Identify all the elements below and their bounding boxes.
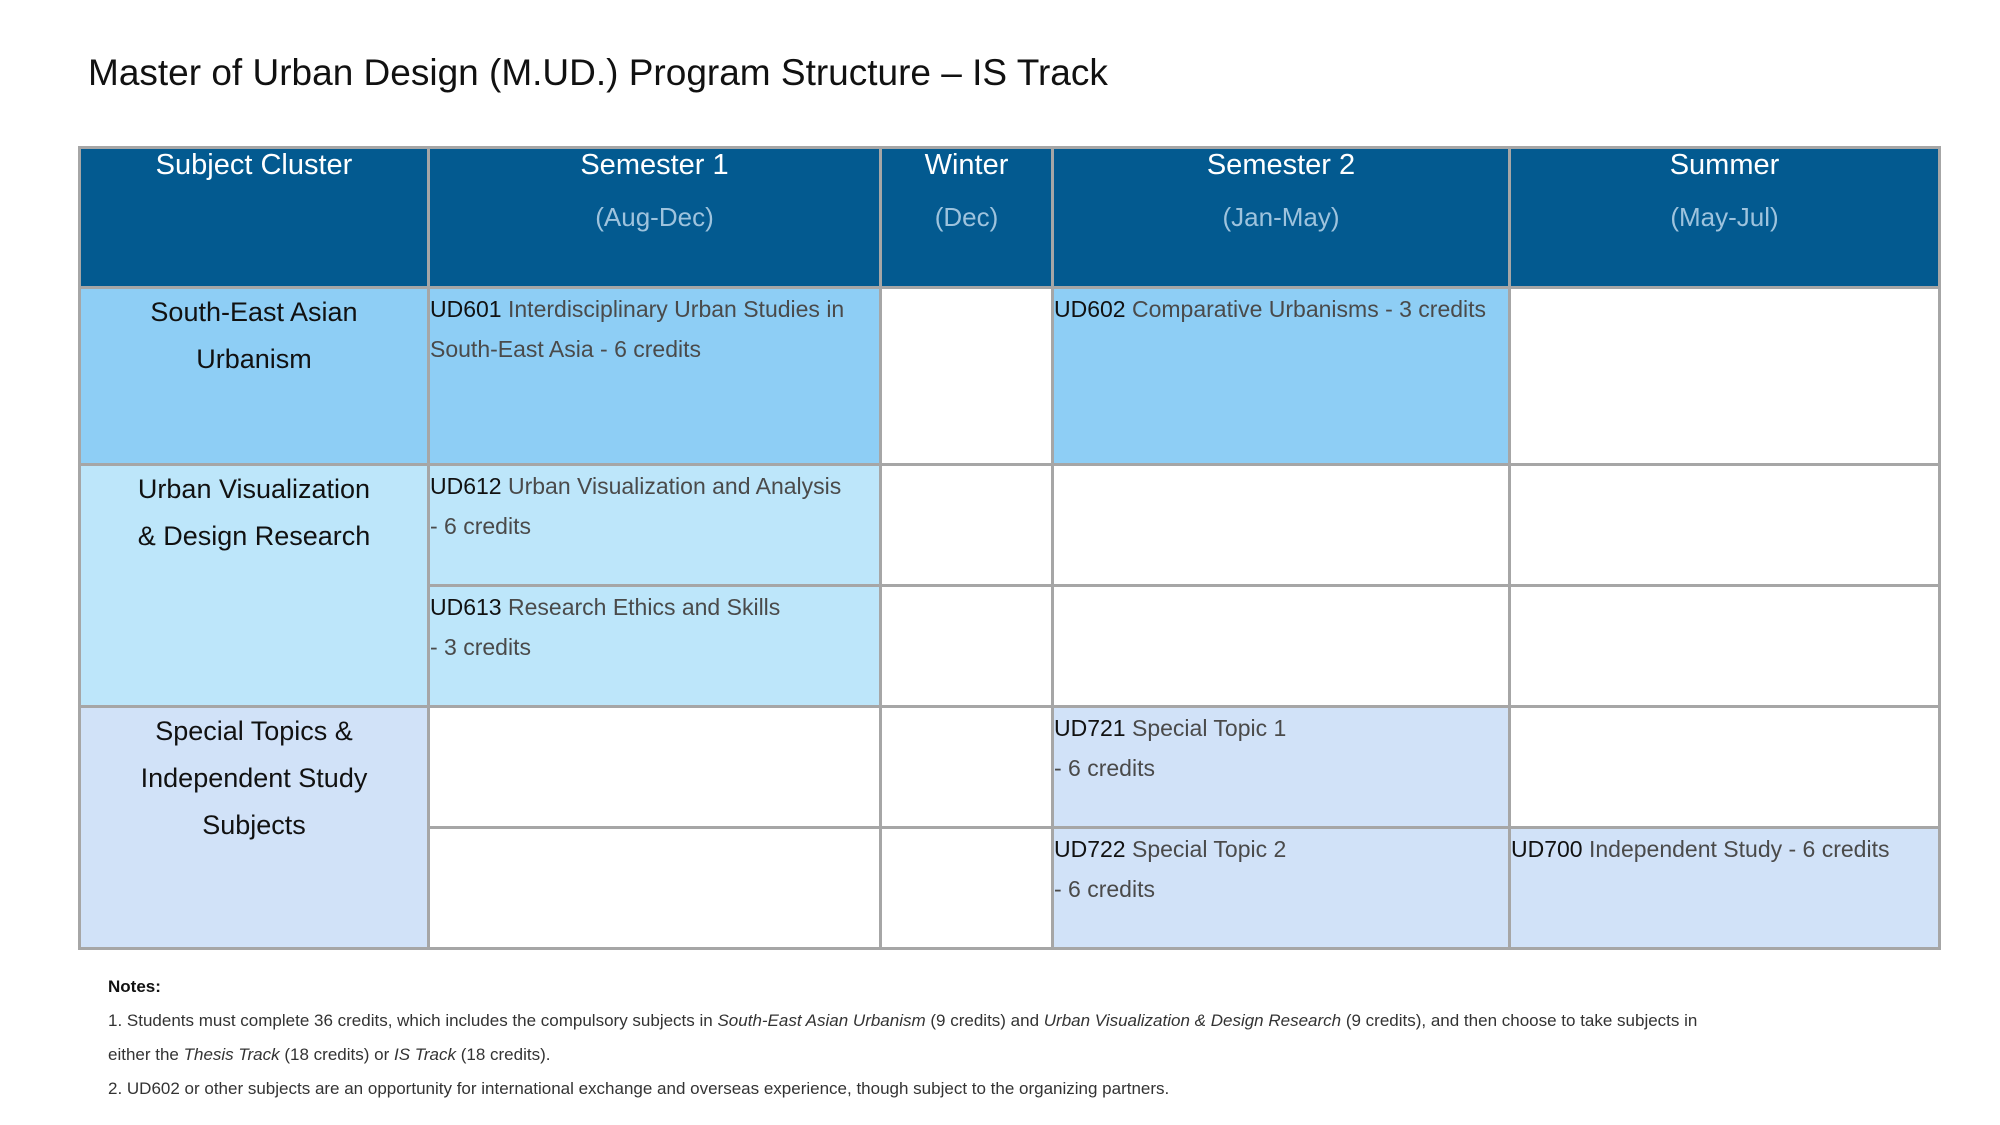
course-ud612 xyxy=(429,465,881,586)
course-code: UD721 xyxy=(1054,715,1126,741)
cluster-uvdr-line1: Urban Visualization xyxy=(137,474,371,504)
header-summer xyxy=(1510,148,1940,288)
course-name: Comparative Urbanisms - 3 credits xyxy=(1132,296,1487,322)
row-uvdr-1 xyxy=(80,465,1940,586)
note-text: (9 credits), and then choose to take subjects in xyxy=(1341,1011,1698,1030)
note-2: 2. UD602 or other subjects are an opportunity for international exchange and overseas experience, though subject to the organizing partners. xyxy=(108,1079,1170,1098)
row-sea xyxy=(80,288,1940,465)
notes-heading: Notes: xyxy=(108,977,161,996)
empty-cell xyxy=(881,828,1053,949)
header-summer-period: (May-Jul) xyxy=(1670,202,1779,232)
course-code: UD722 xyxy=(1054,836,1126,862)
header-row xyxy=(80,148,1940,288)
header-sem2-name: Semester 2 xyxy=(1206,149,1356,181)
header-semester-2 xyxy=(1053,148,1510,288)
header-sem2-period: (Jan-May) xyxy=(1222,202,1340,232)
empty-cell xyxy=(1053,465,1510,586)
course-name: Special Topic 2 xyxy=(1132,836,1287,862)
empty-cell xyxy=(1510,586,1940,707)
cluster-south-east-asian-urbanism xyxy=(80,288,429,465)
note-emphasis: Thesis Track xyxy=(183,1045,280,1064)
note-text: (18 credits). xyxy=(456,1045,551,1064)
cluster-special-line3: Subjects xyxy=(202,810,306,840)
course-detail: - 6 credits xyxy=(1054,755,1155,781)
header-sem1-period: (Aug-Dec) xyxy=(595,202,714,232)
header-cluster-label: Subject Cluster xyxy=(155,149,353,181)
course-detail: South-East Asia - 6 credits xyxy=(430,336,702,362)
course-name: Urban Visualization and Analysis xyxy=(508,473,842,499)
course-ud601 xyxy=(429,288,881,465)
empty-cell xyxy=(429,707,881,828)
course-code: UD612 xyxy=(430,473,502,499)
empty-cell xyxy=(1510,707,1940,828)
cluster-sea-line2: Urbanism xyxy=(196,344,312,374)
course-ud602 xyxy=(1053,288,1510,465)
program-structure-table xyxy=(78,146,1941,950)
course-ud700 xyxy=(1510,828,1940,949)
note-1-cont xyxy=(108,1038,1908,1072)
cluster-special-line1: Special Topics & xyxy=(155,716,353,746)
cluster-sea-line1: South-East Asian xyxy=(150,297,358,327)
note-emphasis: IS Track xyxy=(393,1045,456,1064)
course-detail: - 6 credits xyxy=(430,513,531,539)
course-name: Research Ethics and Skills xyxy=(508,594,781,620)
course-code: UD602 xyxy=(1054,296,1126,322)
empty-cell xyxy=(881,586,1053,707)
course-code: UD613 xyxy=(430,594,502,620)
course-name: Independent Study - 6 credits xyxy=(1589,836,1890,862)
empty-cell xyxy=(881,707,1053,828)
note-emphasis: Urban Visualization & Design Research xyxy=(1043,1011,1342,1030)
note-text: (18 credits) or xyxy=(279,1045,394,1064)
cluster-special-line2: Independent Study xyxy=(140,763,368,793)
page-title: Master of Urban Design (M.UD.) Program Structure – IS Track xyxy=(88,52,1108,93)
note-emphasis: South-East Asian Urbanism xyxy=(717,1011,926,1030)
course-name: Special Topic 1 xyxy=(1132,715,1287,741)
header-semester-1 xyxy=(429,148,881,288)
notes-section xyxy=(108,970,1908,1106)
empty-cell xyxy=(1510,288,1940,465)
course-ud613 xyxy=(429,586,881,707)
row-special-1 xyxy=(80,707,1940,828)
empty-cell xyxy=(881,465,1053,586)
header-winter xyxy=(881,148,1053,288)
course-name: Interdisciplinary Urban Studies in xyxy=(508,296,845,322)
header-winter-name: Winter xyxy=(924,149,1009,181)
header-summer-name: Summer xyxy=(1669,149,1780,181)
cluster-uvdr-line2: & Design Research xyxy=(137,521,371,551)
course-ud722 xyxy=(1053,828,1510,949)
note-text: either the xyxy=(108,1045,184,1064)
empty-cell xyxy=(1053,586,1510,707)
course-detail: - 3 credits xyxy=(430,634,531,660)
empty-cell xyxy=(1510,465,1940,586)
course-detail: - 6 credits xyxy=(1054,876,1155,902)
note-text: (9 credits) and xyxy=(925,1011,1044,1030)
empty-cell xyxy=(429,828,881,949)
header-winter-period: (Dec) xyxy=(934,202,999,232)
course-ud721 xyxy=(1053,707,1510,828)
cluster-urban-visualization-design-research xyxy=(80,465,429,707)
note-1 xyxy=(108,1004,1908,1038)
course-code: UD700 xyxy=(1511,836,1583,862)
empty-cell xyxy=(881,288,1053,465)
header-sem1-name: Semester 1 xyxy=(580,149,729,181)
course-code: UD601 xyxy=(430,296,502,322)
cluster-special-topics-independent-study xyxy=(80,707,429,949)
note-text: 1. Students must complete 36 credits, which includes the compulsory subjects in xyxy=(108,1011,718,1030)
header-subject-cluster xyxy=(80,148,429,288)
